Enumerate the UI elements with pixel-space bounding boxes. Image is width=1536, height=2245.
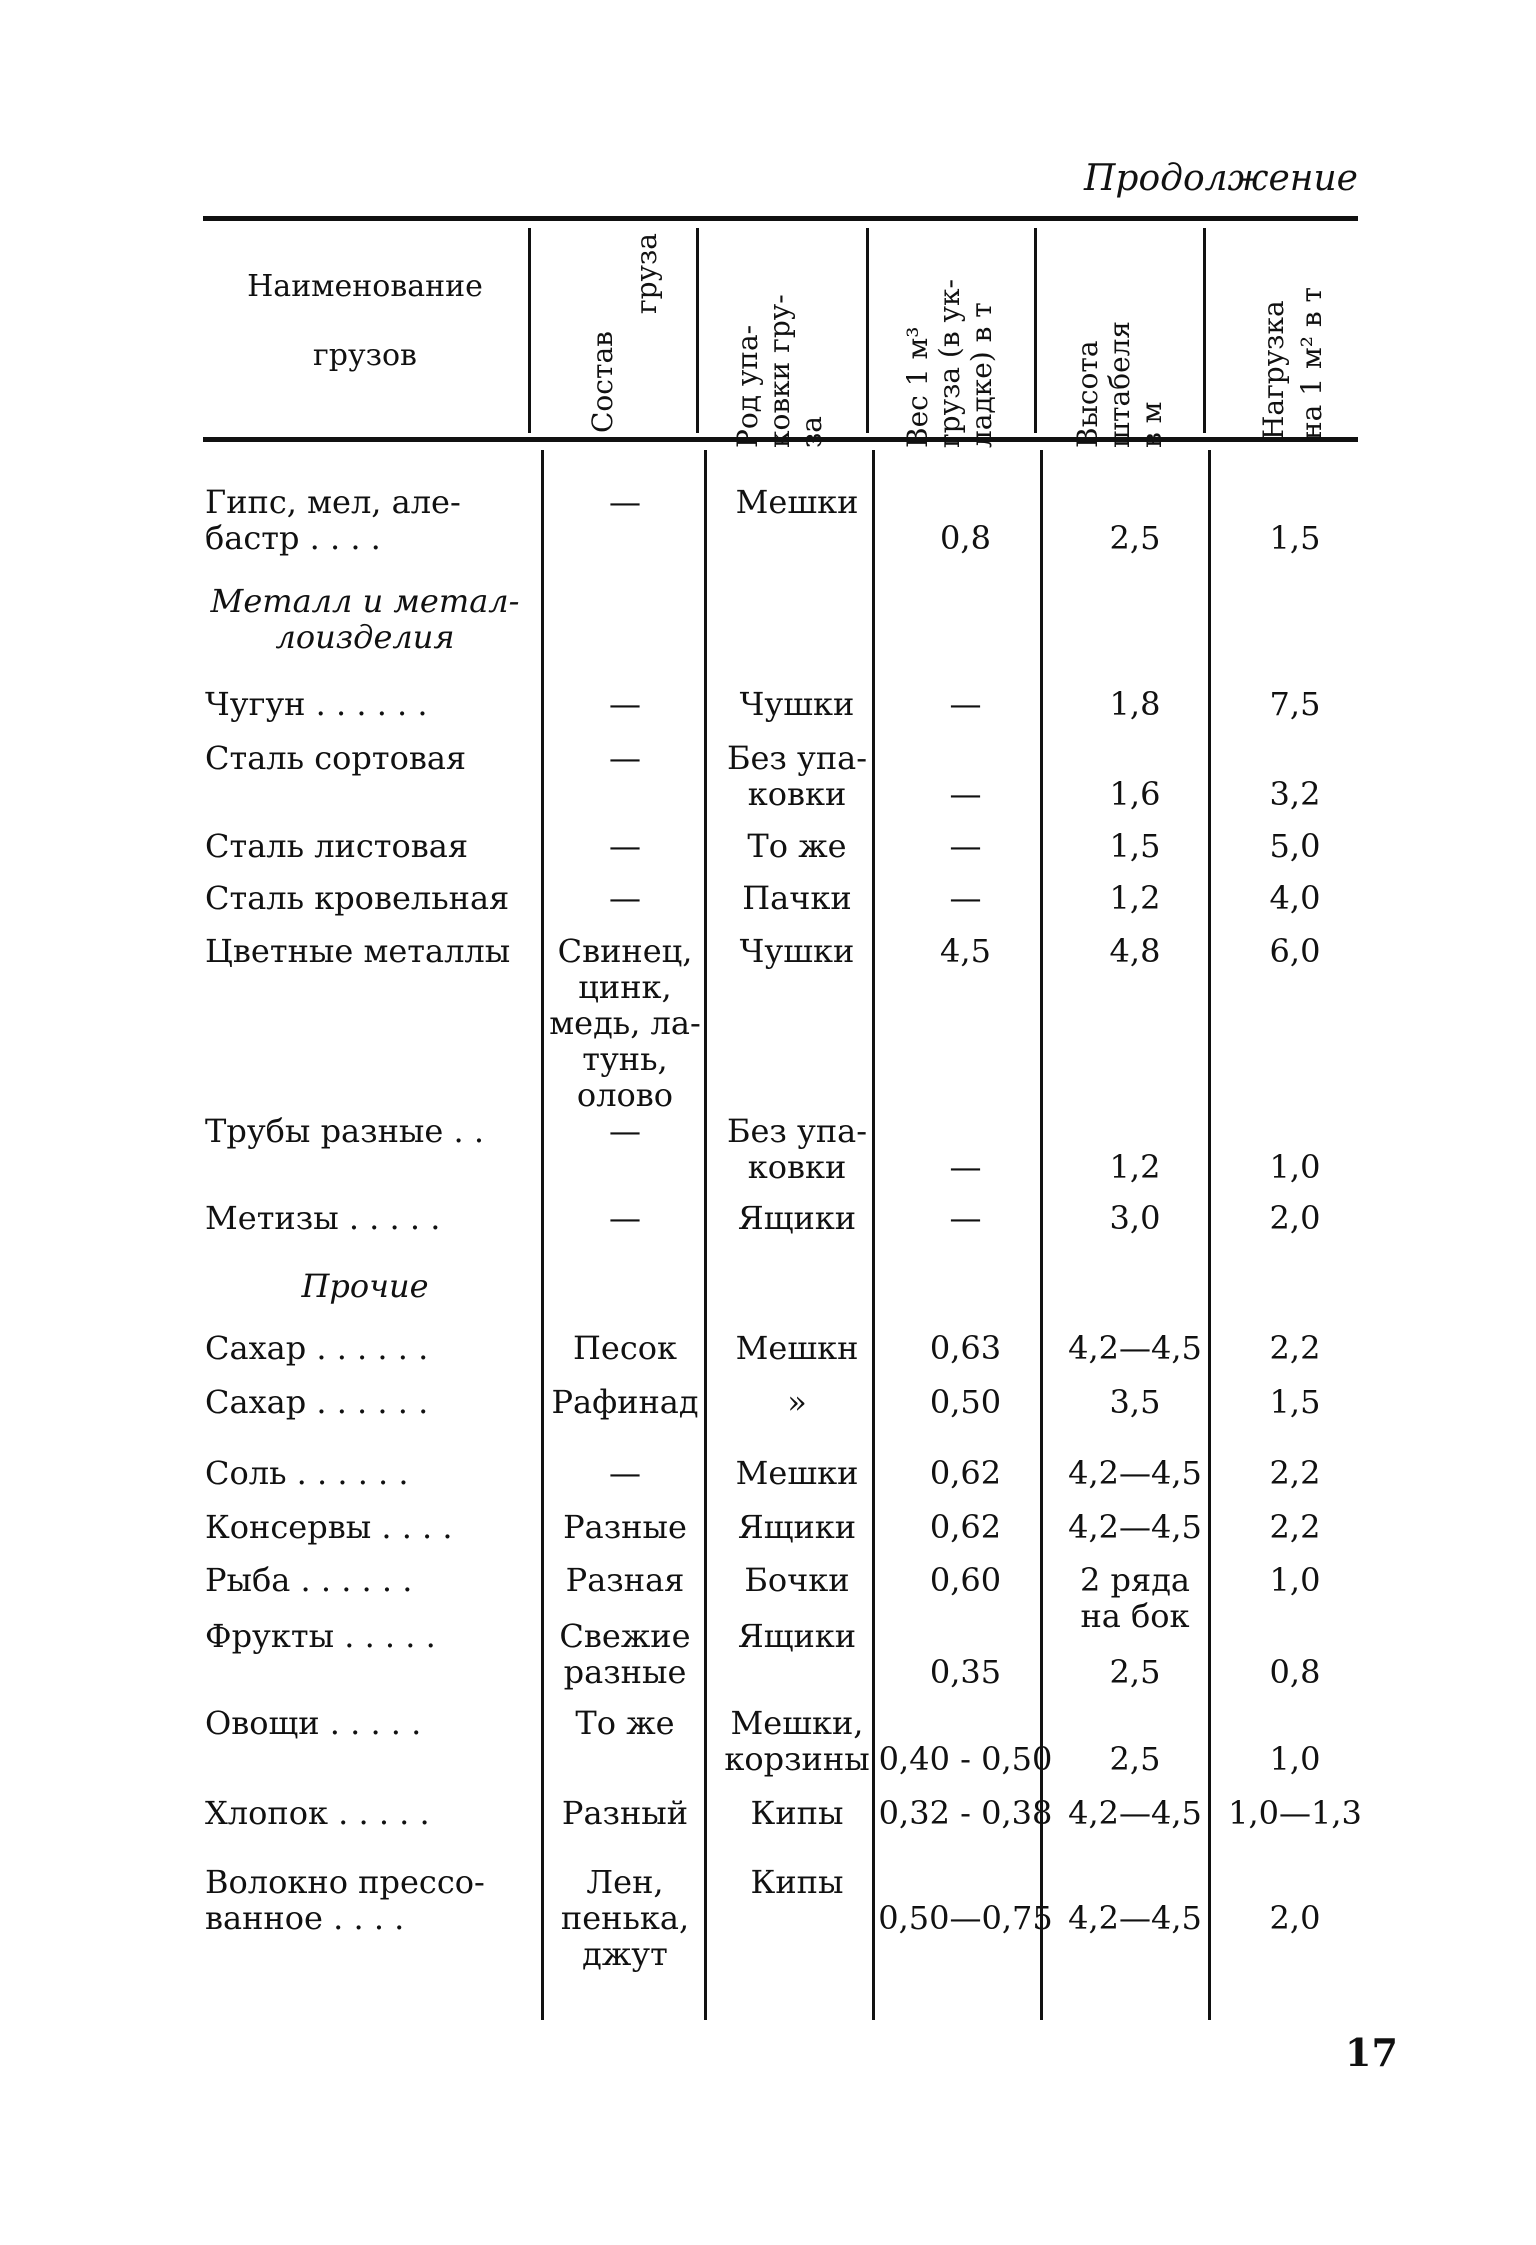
header-divider bbox=[1203, 228, 1206, 433]
row-packaging bbox=[712, 484, 882, 520]
row-composition-line: — bbox=[609, 1112, 641, 1150]
header-packaging-line: Род упа- bbox=[731, 324, 764, 448]
row-name bbox=[205, 1618, 523, 1654]
row-packaging-line: Кипы bbox=[750, 1863, 844, 1901]
row-packaging bbox=[712, 1618, 882, 1654]
row-packaging-line: Без упа- bbox=[726, 739, 868, 777]
row-packaging-line: корзины bbox=[724, 1740, 870, 1778]
row-load: 1,0 bbox=[1269, 1148, 1321, 1186]
row-packaging bbox=[712, 1455, 882, 1491]
header-weight-line: груза (в ук- bbox=[933, 279, 967, 448]
header-divider bbox=[528, 228, 531, 433]
row-name bbox=[205, 1795, 523, 1831]
row-weight: 0,32 - 0,38 bbox=[878, 1794, 1053, 1832]
row-name-line: Метизы . . . . . bbox=[205, 1199, 441, 1237]
continuation-label: Продолжение bbox=[1084, 158, 1358, 199]
row-name-line: Волокно прессо- bbox=[205, 1863, 485, 1901]
row-height: 4,2—4,5 bbox=[1068, 1329, 1202, 1367]
row-load: 2,2 bbox=[1269, 1508, 1321, 1546]
row-composition-line: — bbox=[609, 1199, 641, 1237]
row-composition bbox=[545, 1330, 705, 1366]
row-packaging-line: Чушки bbox=[739, 932, 855, 970]
row-composition-line: Рафинад bbox=[551, 1383, 699, 1421]
row-name-line: Гипс, мел, але- bbox=[205, 483, 461, 521]
row-name bbox=[205, 1455, 523, 1491]
page-number: 17 bbox=[1345, 2030, 1398, 2075]
row-composition bbox=[545, 880, 705, 916]
row-load: 1,0 bbox=[1269, 1740, 1321, 1778]
row-name-line: Консервы . . . . bbox=[205, 1508, 453, 1546]
header-name-line: Наименование bbox=[247, 269, 483, 304]
row-name bbox=[205, 880, 523, 916]
row-composition-line: олово bbox=[576, 1076, 674, 1114]
row-composition-line: Песок bbox=[572, 1329, 678, 1367]
row-packaging-line: Без упа- bbox=[726, 1112, 868, 1150]
row-packaging-line: Чушки bbox=[739, 685, 855, 723]
section-heading-metal bbox=[205, 583, 525, 655]
header-height bbox=[1072, 248, 1168, 448]
row-name bbox=[205, 1330, 523, 1366]
row-name-line: Соль . . . . . . bbox=[205, 1454, 409, 1492]
row-name bbox=[205, 1705, 523, 1741]
row-packaging-line: Кипы bbox=[750, 1794, 844, 1832]
row-composition-line: — bbox=[609, 879, 641, 917]
row-packaging bbox=[712, 828, 882, 864]
row-name-line: Трубы разные . . bbox=[205, 1112, 484, 1150]
column-divider bbox=[541, 450, 544, 2020]
section-heading-line: лоизделия bbox=[275, 618, 455, 656]
row-height: 4,2—4,5 bbox=[1068, 1508, 1202, 1546]
row-load: 2,0 bbox=[1269, 1899, 1321, 1937]
row-packaging bbox=[712, 1330, 882, 1366]
row-composition-line: пенька, bbox=[560, 1899, 690, 1937]
row-load: 5,0 bbox=[1269, 827, 1321, 865]
row-composition-line: Свинец, bbox=[557, 932, 693, 970]
row-name bbox=[205, 1113, 523, 1149]
row-composition bbox=[545, 1509, 705, 1545]
row-load: 1,0 bbox=[1269, 1561, 1321, 1599]
row-composition bbox=[545, 1113, 705, 1149]
row-composition bbox=[545, 686, 705, 722]
row-weight: — bbox=[949, 1148, 982, 1186]
row-weight: 0,62 bbox=[929, 1508, 1002, 1546]
row-height: 2 ряда на бок bbox=[1080, 1561, 1190, 1635]
row-packaging-line: То же bbox=[747, 827, 847, 865]
header-composition-line: груза bbox=[630, 233, 664, 315]
row-weight: 0,50 bbox=[929, 1383, 1002, 1421]
row-weight: 0,63 bbox=[929, 1329, 1002, 1367]
row-name-line: Фрукты . . . . . bbox=[205, 1617, 436, 1655]
row-name-line: Хлопок . . . . . bbox=[205, 1794, 430, 1832]
row-name bbox=[205, 1562, 523, 1598]
row-composition-line: — bbox=[609, 739, 641, 777]
row-height: 4,2—4,5 bbox=[1068, 1794, 1202, 1832]
row-packaging bbox=[712, 1509, 882, 1545]
row-height: 1,2 bbox=[1109, 879, 1161, 917]
row-packaging bbox=[712, 1200, 882, 1236]
row-name-line: Сахар . . . . . . bbox=[205, 1329, 429, 1367]
row-weight: 0,8 bbox=[940, 519, 991, 557]
row-packaging-line: Мешки bbox=[735, 483, 859, 521]
row-height: 3,0 bbox=[1109, 1199, 1161, 1237]
row-composition-line: тунь, bbox=[582, 1040, 668, 1078]
row-height: 1,8 bbox=[1109, 685, 1161, 723]
row-packaging bbox=[712, 1864, 882, 1900]
row-name bbox=[205, 740, 523, 776]
row-packaging-line: » bbox=[787, 1383, 807, 1421]
row-weight: 0,40 - 0,50 bbox=[878, 1740, 1053, 1778]
row-composition-line: Разная bbox=[565, 1561, 685, 1599]
row-name-line: бастр . . . . bbox=[205, 519, 381, 557]
row-name bbox=[205, 933, 523, 969]
top-rule bbox=[203, 216, 1358, 221]
row-weight: — bbox=[949, 1199, 982, 1237]
row-composition-line: медь, ла- bbox=[549, 1004, 701, 1042]
header-divider bbox=[1034, 228, 1037, 433]
row-height: 2,5 bbox=[1109, 519, 1161, 557]
row-weight: 4,5 bbox=[940, 932, 991, 970]
row-load: 4,0 bbox=[1269, 879, 1321, 917]
row-composition-line: разные bbox=[563, 1653, 687, 1691]
row-name-line: Сталь кровельная bbox=[205, 879, 510, 917]
header-weight-line: Вес 1 м³ bbox=[901, 326, 934, 448]
row-load: 1,0—1,3 bbox=[1228, 1794, 1362, 1832]
row-packaging bbox=[712, 740, 882, 812]
row-weight: 0,60 bbox=[929, 1561, 1002, 1599]
row-name-line: Сахар . . . . . . bbox=[205, 1383, 429, 1421]
row-name bbox=[205, 1200, 523, 1236]
row-weight: — bbox=[949, 775, 982, 813]
row-height: 3,5 bbox=[1109, 1383, 1161, 1421]
row-composition-line: джут bbox=[582, 1935, 668, 1973]
row-weight: — bbox=[949, 827, 982, 865]
row-height: 1,6 bbox=[1109, 775, 1161, 813]
row-load: 2,2 bbox=[1269, 1329, 1321, 1367]
row-composition bbox=[545, 740, 705, 776]
row-composition-line: Разные bbox=[563, 1508, 687, 1546]
row-name-line: Чугун . . . . . . bbox=[205, 685, 428, 723]
row-load: 7,5 bbox=[1269, 685, 1321, 723]
row-packaging bbox=[712, 1705, 882, 1777]
row-weight: — bbox=[949, 879, 982, 917]
row-packaging bbox=[712, 880, 882, 916]
header-divider bbox=[866, 228, 869, 433]
row-composition-line: — bbox=[609, 685, 641, 723]
row-packaging-line: Пачки bbox=[742, 879, 852, 917]
row-composition bbox=[545, 484, 705, 520]
row-load: 0,8 bbox=[1269, 1653, 1321, 1691]
row-composition bbox=[545, 1455, 705, 1491]
header-height-line: в м bbox=[1135, 401, 1169, 448]
row-weight: — bbox=[949, 685, 982, 723]
header-weight-line: ладке) в т bbox=[965, 302, 999, 448]
row-composition-line: Свежие bbox=[559, 1617, 691, 1655]
row-height: 4,2—4,5 bbox=[1068, 1454, 1202, 1492]
row-name-line: Рыба . . . . . . bbox=[205, 1561, 413, 1599]
row-composition-line: — bbox=[609, 827, 641, 865]
row-packaging bbox=[712, 1562, 882, 1598]
row-packaging bbox=[712, 686, 882, 722]
row-name-line: ванное . . . . bbox=[205, 1899, 405, 1937]
row-packaging-line: Бочки bbox=[744, 1561, 850, 1599]
row-load: 1,5 bbox=[1269, 1383, 1321, 1421]
header-packaging-line: ковки гру- bbox=[763, 294, 797, 448]
header-divider bbox=[696, 228, 699, 433]
row-name-line: Сталь сортовая bbox=[205, 739, 467, 777]
row-load: 1,5 bbox=[1269, 519, 1321, 557]
row-packaging-line: Ящики bbox=[737, 1199, 857, 1237]
row-packaging-line: Ящики bbox=[737, 1617, 857, 1655]
row-composition bbox=[545, 1562, 705, 1598]
row-packaging bbox=[712, 933, 882, 969]
row-height: 4,8 bbox=[1109, 932, 1161, 970]
row-composition bbox=[545, 1384, 705, 1420]
row-packaging-line: Мешки, bbox=[730, 1704, 864, 1742]
row-load: 2,2 bbox=[1269, 1454, 1321, 1492]
row-height: 1,2 bbox=[1109, 1148, 1161, 1186]
row-weight: 0,35 bbox=[929, 1653, 1002, 1691]
row-name bbox=[205, 1509, 523, 1545]
row-height: 1,5 bbox=[1109, 827, 1161, 865]
section-heading-other: Прочие bbox=[301, 1267, 429, 1305]
row-height: 2,5 bbox=[1109, 1740, 1161, 1778]
header-packaging bbox=[732, 248, 828, 448]
row-packaging bbox=[712, 1795, 882, 1831]
row-packaging-line: ковки bbox=[747, 775, 847, 813]
row-composition bbox=[545, 1864, 705, 1972]
header-load-line: Нагрузка bbox=[1257, 300, 1290, 440]
row-name bbox=[205, 686, 523, 722]
row-packaging bbox=[712, 1113, 882, 1185]
section-heading-line: Металл и метал- bbox=[210, 582, 520, 620]
row-packaging-line: Ящики bbox=[737, 1508, 857, 1546]
row-name-line: Овощи . . . . . bbox=[205, 1704, 422, 1742]
row-height: 2,5 bbox=[1109, 1653, 1161, 1691]
row-composition bbox=[545, 1705, 705, 1741]
row-height: 4,2—4,5 bbox=[1068, 1899, 1202, 1937]
header-packaging-line: за bbox=[795, 416, 829, 448]
header-load bbox=[1257, 240, 1329, 440]
row-composition bbox=[545, 1618, 705, 1690]
row-name bbox=[205, 1864, 523, 1936]
row-packaging-line: Мешкн bbox=[735, 1329, 859, 1367]
row-composition-line: Разный bbox=[561, 1794, 689, 1832]
header-height-line: штабеля bbox=[1103, 320, 1137, 448]
row-packaging-line: Мешки bbox=[735, 1454, 859, 1492]
row-load: 6,0 bbox=[1269, 932, 1321, 970]
row-composition-line: — bbox=[609, 483, 641, 521]
row-packaging bbox=[712, 1384, 882, 1420]
row-weight: 0,62 bbox=[929, 1454, 1002, 1492]
header-name bbox=[205, 270, 525, 373]
header-height-line: Высота bbox=[1071, 340, 1104, 448]
row-load: 3,2 bbox=[1269, 775, 1321, 813]
header-weight bbox=[902, 248, 998, 448]
row-composition-line: То же bbox=[575, 1704, 675, 1742]
header-name-line: грузов bbox=[313, 337, 417, 373]
row-name bbox=[205, 484, 523, 556]
row-name-line: Цветные металлы bbox=[205, 932, 511, 970]
row-composition bbox=[545, 933, 705, 1113]
header-composition-line: Состав bbox=[586, 331, 619, 433]
row-composition bbox=[545, 828, 705, 864]
row-name bbox=[205, 1384, 523, 1420]
row-load: 2,0 bbox=[1269, 1199, 1321, 1237]
row-name bbox=[205, 828, 523, 864]
row-composition-line: — bbox=[609, 1454, 641, 1492]
row-composition bbox=[545, 1795, 705, 1831]
row-composition bbox=[545, 1200, 705, 1236]
header-load-line: на 1 м² в т bbox=[1295, 286, 1329, 440]
row-weight: 0,50—0,75 bbox=[878, 1899, 1053, 1937]
row-composition-line: цинк, bbox=[578, 968, 672, 1006]
row-composition-line: Лен, bbox=[586, 1863, 664, 1901]
row-name-line: Сталь листовая bbox=[205, 827, 469, 865]
row-packaging-line: ковки bbox=[747, 1148, 847, 1186]
header-composition bbox=[586, 233, 664, 433]
